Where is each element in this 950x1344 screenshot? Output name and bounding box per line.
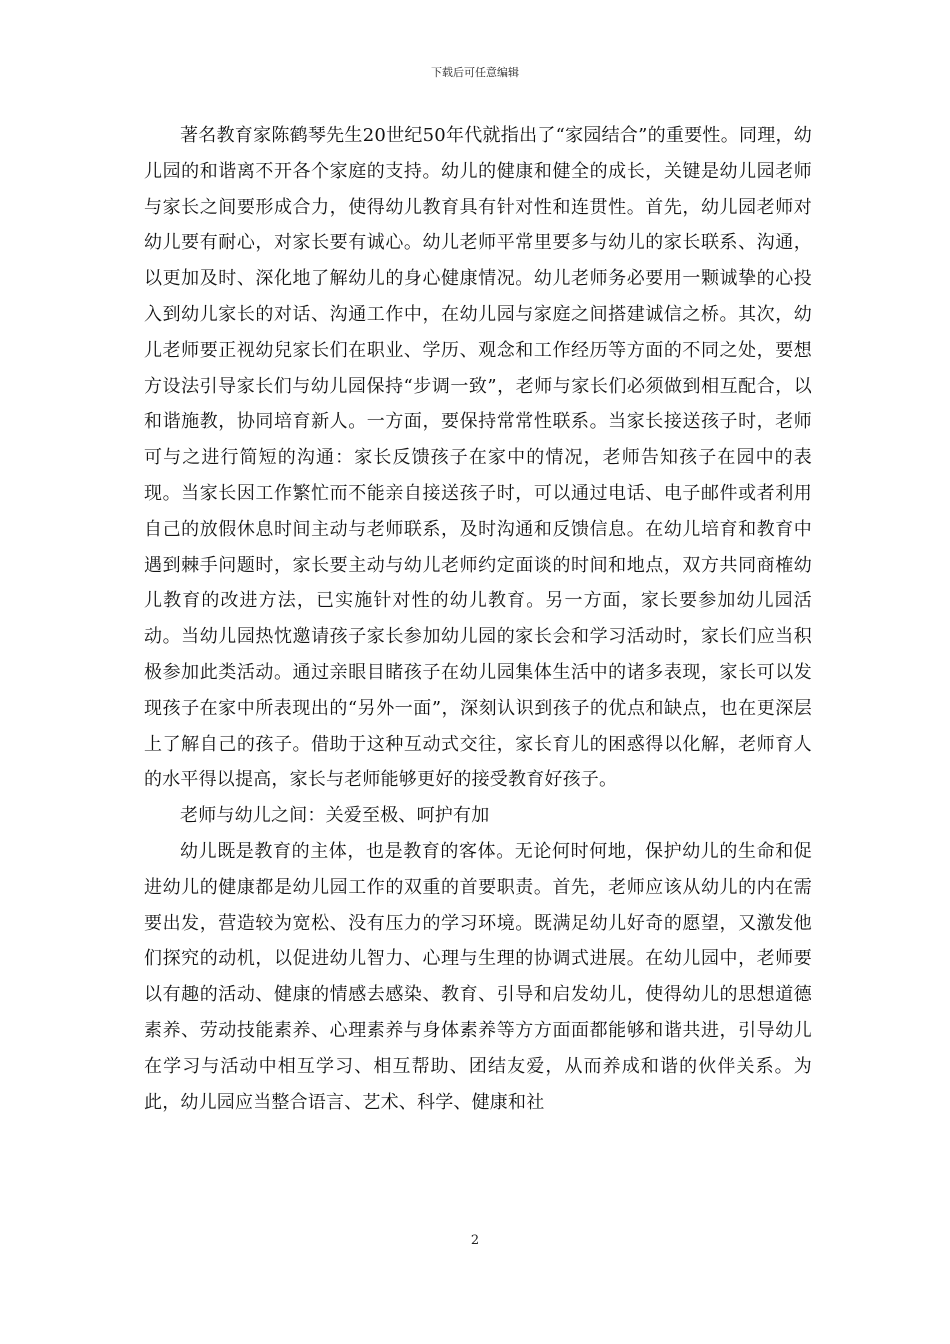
document-body bbox=[144, 118, 812, 1120]
paragraph-child-education: 幼儿既是教育的主体，也是教育的客体。无论何时何地，保护幼儿的生命和促进幼儿的健康都是幼儿园工作的双重的首要职责。首先，老师应该从幼儿的内在需要出发，营造较为宽松、没有压力的学习环境。既满足幼儿好奇的愿望，又激发他们探究的动机，以促进幼儿智力、心理与生理的协调式进展。在幼儿园中，老师要以有趣的活动、健康的情感去感染、教育、引导和启发幼儿，使得幼儿的思想道德素养、劳动技能素养、心理素养与身体素养等方方面面都能够和谐共进，引导幼儿在学习与活动中相互学习、相互帮助、团结友爱，从而养成和谐的伙伴关系。为此，幼儿园应当整合语言、艺术、科学、健康和社 bbox=[144, 840, 812, 1113]
page-header: 下载后可任意编辑 bbox=[431, 66, 519, 79]
paragraph-home-school-cooperation: 著名教育家陈鹤琴先生20世纪50年代就指出了“家园结合”的重要性。同理，幼儿园的和谐离不开各个家庭的支持。幼儿的健康和健全的成长，关键是幼儿园老师与家长之间要形成合力，使得幼儿教育具有针对性和连贯性。首先，幼儿园老师对幼儿要有耐心，对家长要有诚心。幼儿老师平常里要多与幼儿的家长联系、沟通，以更加及时、深化地了解幼儿的身心健康情况。幼儿老师务必要用一颗诚挚的心投入到幼儿家长的对话、沟通工作中，在幼儿园与家庭之间搭建诚信之桥。其次，幼儿老师要正视幼兒家长们在职业、学历、观念和工作经历等方面的不同之处，要想方设法引导家长们与幼儿园保持“步调一致”，老师与家长们必须做到相互配合，以和谐施教，协同培育新人。一方面，要保持常常性联系。当家长接送孩子时，老师可与之进行简短的沟通：家长反馈孩子在家中的情况，老师告知孩子在园中的表现。当家长因工作繁忙而不能亲自接送孩子时，可以通过电话、电子邮件或者利用自己的放假休息时间主动与老师联系，及时沟通和反馈信息。在幼儿培育和教育中遇到棘手问题时，家长要主动与幼儿老师约定面谈的时间和地点，双方共同商榷幼儿教育的改进方法，已实施针对性的幼儿教育。另一方面，家长要参加幼儿园活动。当幼儿园热忱邀请孩子家长参加幼儿园的家长会和学习活动时，家长们应当积极参加此类活动。通过亲眼目睹孩子在幼儿园集体生活中的诸多表现，家长可以发现孩子在家中所表现出的“另外一面”，深刻认识到孩子的优点和缺点，也在更深层上了解自己的孩子。借助于这种互动式交往，家长育儿的困惑得以化解，老师育人的水平得以提高，家长与老师能够更好的接受教育好孩子。 bbox=[144, 125, 812, 791]
section-heading-teacher-child: 老师与幼儿之间：关爱至极、呵护有加 bbox=[180, 805, 490, 827]
page-number: 2 bbox=[470, 1233, 480, 1248]
